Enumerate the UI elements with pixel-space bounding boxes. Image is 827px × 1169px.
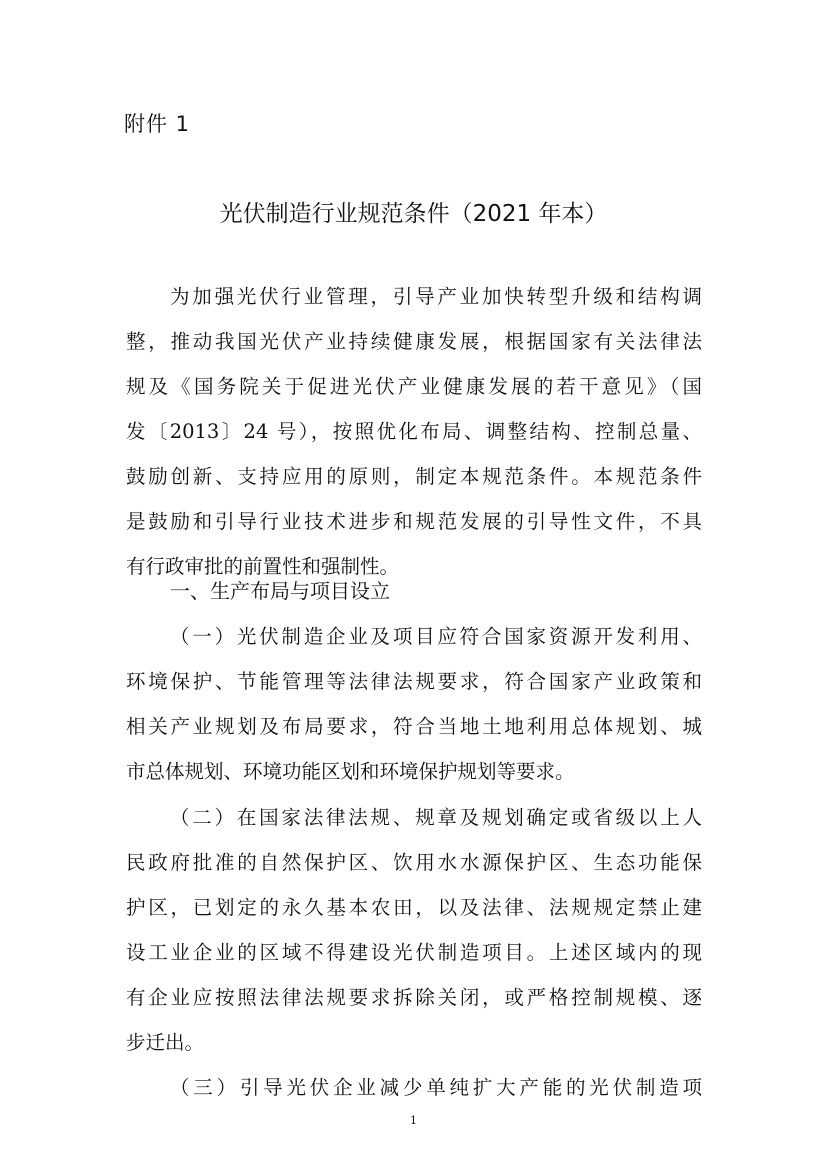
paragraph-line: （二）在国家法律法规、规章及规划确定或省级以上人: [170, 806, 702, 829]
paragraph-line: 是鼓励和引导行业技术进步和规范发展的引导性文件，不具: [126, 510, 702, 533]
paragraph-line: 鼓励创新、支持应用的原则，制定本规范条件。本规范条件: [126, 465, 702, 488]
paragraph-line: 有行政审批的前置性和强制性。: [126, 555, 400, 578]
section-heading: 一、生产布局与项目设立: [170, 579, 390, 603]
paragraph-line: 民政府批准的自然保护区、饮用水水源保护区、生态功能保: [126, 851, 702, 874]
paragraph-line: （三）引导光伏企业减少单纯扩大产能的光伏制造项: [170, 1076, 702, 1099]
paragraph-line: 规及《国务院关于促进光伏产业健康发展的若干意见》（国: [126, 375, 702, 398]
paragraph-line: 步迁出。: [126, 1031, 205, 1054]
document-title: 光伏制造行业规范条件（2021 年本）: [219, 201, 608, 227]
paragraph-line: 设工业企业的区域不得建设光伏制造项目。上述区域内的现: [126, 941, 702, 964]
paragraph-line: 整，推动我国光伏产业持续健康发展，根据国家有关法律法: [126, 330, 702, 353]
paragraph-line: 有企业应按照法律法规要求拆除关闭，或严格控制规模、逐: [126, 986, 702, 1009]
paragraph-line: （一）光伏制造企业及项目应符合国家资源开发利用、: [170, 625, 702, 648]
page-number: 1: [410, 1114, 417, 1127]
paragraph-line: 发〔2013〕24 号），按照优化布局、调整结构、控制总量、: [126, 420, 702, 443]
paragraph-line: 市总体规划、环境功能区划和环境保护规划等要求。: [126, 760, 575, 783]
paragraph-line: 为加强光伏行业管理，引导产业加快转型升级和结构调: [170, 285, 702, 308]
attachment-label: 附件 1: [124, 112, 191, 136]
paragraph-line: 相关产业规划及布局要求，符合当地土地利用总体规划、城: [126, 715, 702, 738]
paragraph-line: 环境保护、节能管理等法律法规要求，符合国家产业政策和: [126, 670, 702, 693]
paragraph-line: 护区，已划定的永久基本农田，以及法律、法规规定禁止建: [126, 896, 702, 919]
